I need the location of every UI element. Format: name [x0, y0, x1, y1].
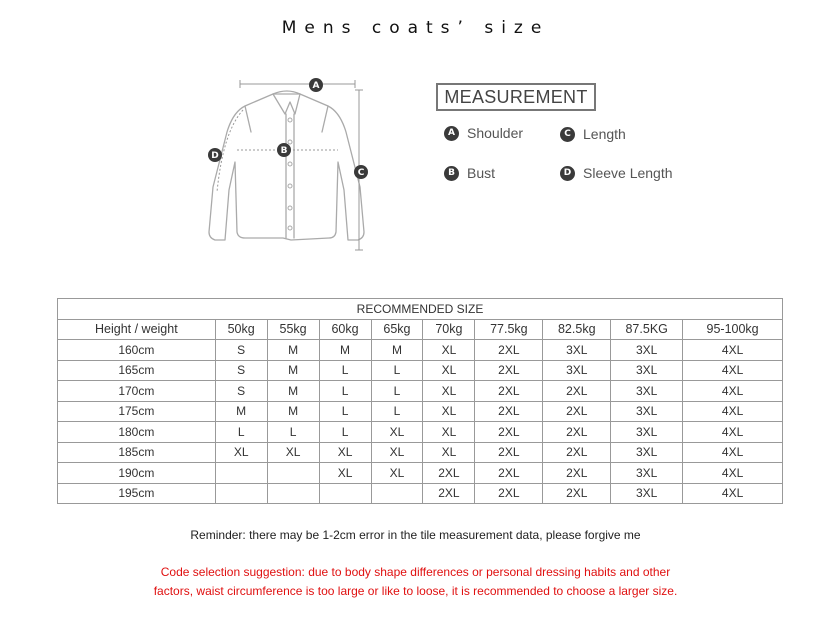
column-header: 82.5kg: [543, 319, 611, 340]
size-cell: 2XL: [475, 340, 543, 361]
size-cell: 3XL: [611, 463, 683, 484]
suggestion-line-1: Code selection suggestion: due to body shape differences or personal dressing habits and other: [160, 565, 671, 579]
legend-label: Bust: [467, 165, 496, 181]
size-cell: 3XL: [611, 401, 683, 422]
legend-label: Length: [583, 126, 626, 142]
shirt-measurement-diagram: [195, 72, 385, 262]
size-cell: L: [371, 360, 423, 381]
letter-a-icon: A: [444, 126, 459, 141]
label-b: B: [280, 146, 288, 156]
height-cell: 180cm: [58, 422, 216, 443]
size-cell: XL: [423, 401, 475, 422]
letter-d-icon: D: [560, 166, 575, 181]
legend-label: Shoulder: [467, 125, 524, 141]
size-cell: 4XL: [683, 360, 783, 381]
size-cell: L: [371, 381, 423, 402]
size-cell: XL: [371, 463, 423, 484]
size-cell: 2XL: [543, 401, 611, 422]
size-cell: [319, 483, 371, 504]
page-title: Mens coats’ size: [281, 18, 550, 38]
size-cell: M: [267, 340, 319, 361]
size-cell: [267, 463, 319, 484]
size-cell: XL: [423, 360, 475, 381]
size-cell: L: [319, 401, 371, 422]
size-cell: 3XL: [611, 381, 683, 402]
height-cell: 190cm: [58, 463, 216, 484]
size-cell: 2XL: [423, 483, 475, 504]
table-row: [58, 442, 783, 463]
size-cell: 4XL: [683, 381, 783, 402]
table-row: [58, 381, 783, 402]
height-cell: 195cm: [58, 483, 216, 504]
size-cell: 4XL: [683, 340, 783, 361]
size-table: [57, 298, 783, 504]
height-cell: 185cm: [58, 442, 216, 463]
size-cell: M: [319, 340, 371, 361]
size-cell: 2XL: [475, 401, 543, 422]
size-cell: 2XL: [543, 483, 611, 504]
legend-sleeve-length: [560, 165, 673, 181]
size-cell: XL: [423, 422, 475, 443]
table-caption-row: [58, 299, 783, 320]
column-header: 77.5kg: [475, 319, 543, 340]
measurement-heading: MEASUREMENT: [436, 83, 596, 111]
size-cell: 4XL: [683, 401, 783, 422]
size-cell: 3XL: [611, 340, 683, 361]
letter-c-icon: C: [560, 127, 575, 142]
size-cell: 3XL: [543, 360, 611, 381]
table-row: [58, 463, 783, 484]
height-cell: 175cm: [58, 401, 216, 422]
suggestion-line-2: factors, waist circumference is too large or like to loose, it is recommended to choose a larger size.: [153, 584, 678, 598]
height-cell: 160cm: [58, 340, 216, 361]
column-header: 70kg: [423, 319, 475, 340]
size-cell: XL: [371, 422, 423, 443]
table-row: [58, 340, 783, 361]
size-cell: S: [215, 381, 267, 402]
size-cell: 2XL: [475, 422, 543, 443]
size-cell: 4XL: [683, 483, 783, 504]
size-cell: XL: [267, 442, 319, 463]
height-cell: 170cm: [58, 381, 216, 402]
size-cell: S: [215, 360, 267, 381]
size-cell: L: [371, 401, 423, 422]
size-cell: [371, 483, 423, 504]
column-header: 55kg: [267, 319, 319, 340]
column-header: 60kg: [319, 319, 371, 340]
table-header-row: [58, 319, 783, 340]
size-cell: XL: [319, 463, 371, 484]
column-header: Height / weight: [58, 319, 216, 340]
table-row: [58, 422, 783, 443]
size-cell: 3XL: [611, 442, 683, 463]
size-cell: L: [319, 422, 371, 443]
size-cell: 2XL: [543, 463, 611, 484]
size-cell: 3XL: [543, 340, 611, 361]
table-row: [58, 360, 783, 381]
size-cell: 2XL: [475, 360, 543, 381]
size-cell: L: [215, 422, 267, 443]
size-cell: XL: [371, 442, 423, 463]
size-cell: S: [215, 340, 267, 361]
size-cell: M: [267, 360, 319, 381]
size-cell: [215, 483, 267, 504]
size-cell: XL: [423, 340, 475, 361]
label-d: D: [211, 151, 219, 161]
label-c: C: [357, 168, 365, 178]
size-cell: 2XL: [543, 381, 611, 402]
size-cell: 2XL: [543, 442, 611, 463]
reminder-note: Reminder: there may be 1-2cm error in the tile measurement data, please forgive me: [190, 528, 641, 542]
table-caption: RECOMMENDED SIZE: [58, 299, 783, 320]
label-a: A: [312, 81, 320, 91]
size-cell: [215, 463, 267, 484]
height-cell: 165cm: [58, 360, 216, 381]
table-row: [58, 401, 783, 422]
size-cell: L: [267, 422, 319, 443]
column-header: 65kg: [371, 319, 423, 340]
column-header: 50kg: [215, 319, 267, 340]
size-cell: 2XL: [475, 381, 543, 402]
size-cell: 4XL: [683, 442, 783, 463]
size-cell: M: [267, 401, 319, 422]
size-cell: M: [215, 401, 267, 422]
size-cell: 2XL: [475, 463, 543, 484]
size-cell: 2XL: [423, 463, 475, 484]
column-header: 87.5KG: [611, 319, 683, 340]
legend-length: [560, 126, 626, 142]
size-cell: 3XL: [611, 422, 683, 443]
size-cell: 2XL: [475, 483, 543, 504]
column-header: 95-100kg: [683, 319, 783, 340]
size-cell: [267, 483, 319, 504]
size-cell: 3XL: [611, 360, 683, 381]
size-cell: XL: [423, 381, 475, 402]
size-cell: 3XL: [611, 483, 683, 504]
table-row: [58, 483, 783, 504]
legend-label: Sleeve Length: [583, 165, 673, 181]
size-cell: XL: [319, 442, 371, 463]
size-cell: L: [319, 360, 371, 381]
size-cell: L: [319, 381, 371, 402]
legend-bust: [444, 165, 495, 181]
letter-b-icon: B: [444, 166, 459, 181]
size-cell: 4XL: [683, 422, 783, 443]
legend-shoulder: [444, 125, 523, 141]
size-cell: 2XL: [475, 442, 543, 463]
size-cell: 4XL: [683, 463, 783, 484]
size-cell: XL: [423, 442, 475, 463]
size-cell: XL: [215, 442, 267, 463]
size-cell: 2XL: [543, 422, 611, 443]
size-cell: M: [371, 340, 423, 361]
size-cell: M: [267, 381, 319, 402]
